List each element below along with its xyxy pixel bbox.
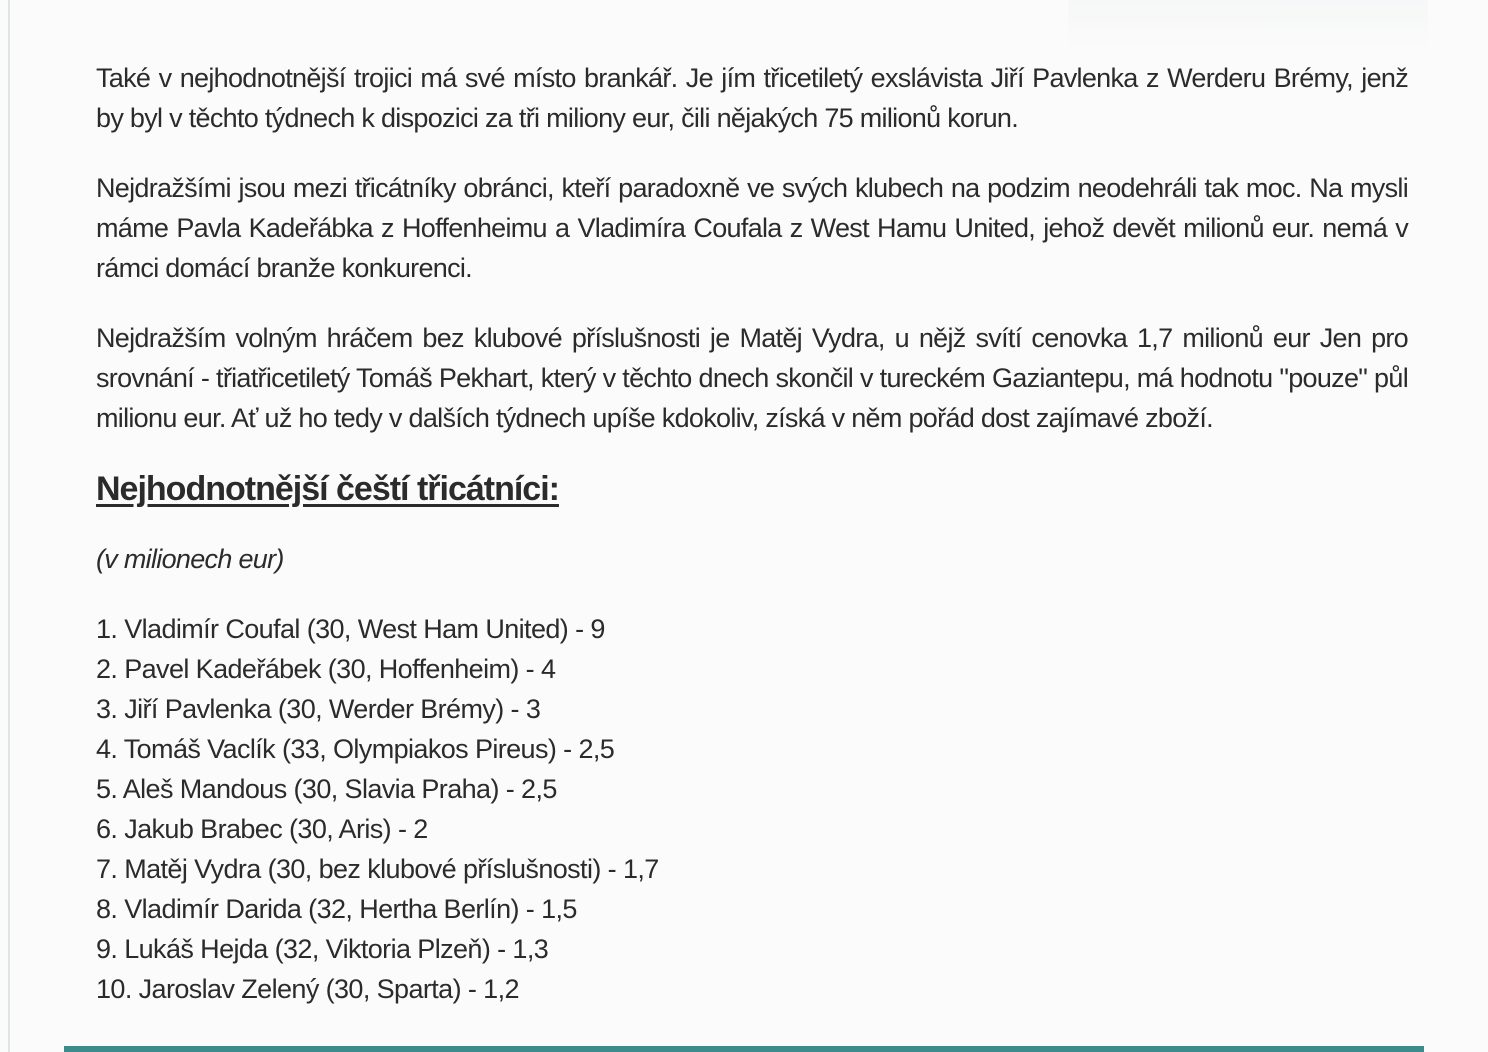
ranking-item: 1. Vladimír Coufal (30, West Ham United) - 9: [96, 614, 605, 644]
ranking-list: [96, 609, 659, 1009]
ranking-item: 10. Jaroslav Zelený (30, Sparta) - 1,2: [96, 974, 519, 1004]
ranking-item: 6. Jakub Brabec (30, Aris) - 2: [96, 814, 428, 844]
ranking-item: 5. Aleš Mandous (30, Slavia Praha) - 2,5: [96, 774, 557, 804]
paragraph-free-agent: Nejdražším volným hráčem bez klubové příslušnosti je Matěj Vydra, u nějž svítí cenovka 1,7 milionů eur Jen pro srovnání - třiatřicetiletý Tomáš Pekhart, který v těchto dnech skončil v tureckém Gaziantepu, má hodnotu "pouze" půl milionu eur. Ať už ho tedy v dalších týdnech upíše kdokoliv, získá v něm pořád dost zajímavé zboží.: [96, 323, 1408, 433]
left-border-rule: [8, 0, 10, 1052]
ranking-item: 9. Lukáš Hejda (32, Viktoria Plzeň) - 1,3: [96, 934, 549, 964]
paragraph-defenders: Nejdražšími jsou mezi třicátníky obránci, kteří paradoxně ve svých klubech na podzim neodehráli tak moc. Na mysli máme Pavla Kadeřábka z Hoffenheimu a Vladimíra Coufala z West Hamu United, jehož devět milionů eur. nemá v rámci domácí branže konkurenci.: [96, 173, 1408, 283]
article-body: [96, 58, 1408, 1004]
ranking-item: 2. Pavel Kadeřábek (30, Hoffenheim) - 4: [96, 654, 556, 684]
ranking-item: 3. Jiří Pavlenka (30, Werder Brémy) - 3: [96, 694, 541, 724]
ranking-item: 8. Vladimír Darida (32, Hertha Berlín) - 1,5: [96, 894, 577, 924]
paragraph-goalkeeper: Také v nejhodnotnější trojici má své místo brankář. Je jím třicetiletý exslávista Jiří Pavlenka z Werderu Brémy, jenž by byl v těchto týdnech k dispozici za tři miliony eur, čili nějakých 75 milionů korun.: [96, 63, 1408, 133]
bottom-divider: [64, 1046, 1424, 1052]
ranking-item: 7. Matěj Vydra (30, bez klubové příslušnosti) - 1,7: [96, 854, 659, 884]
top-fade-decoration: [1068, 0, 1428, 50]
ranking-item: 4. Tomáš Vaclík (33, Olympiakos Pireus) - 2,5: [96, 734, 615, 764]
ranking-heading: Nejhodnotnější čeští třicátníci:: [96, 470, 559, 508]
ranking-unit-note: (v milionech eur): [96, 544, 284, 574]
